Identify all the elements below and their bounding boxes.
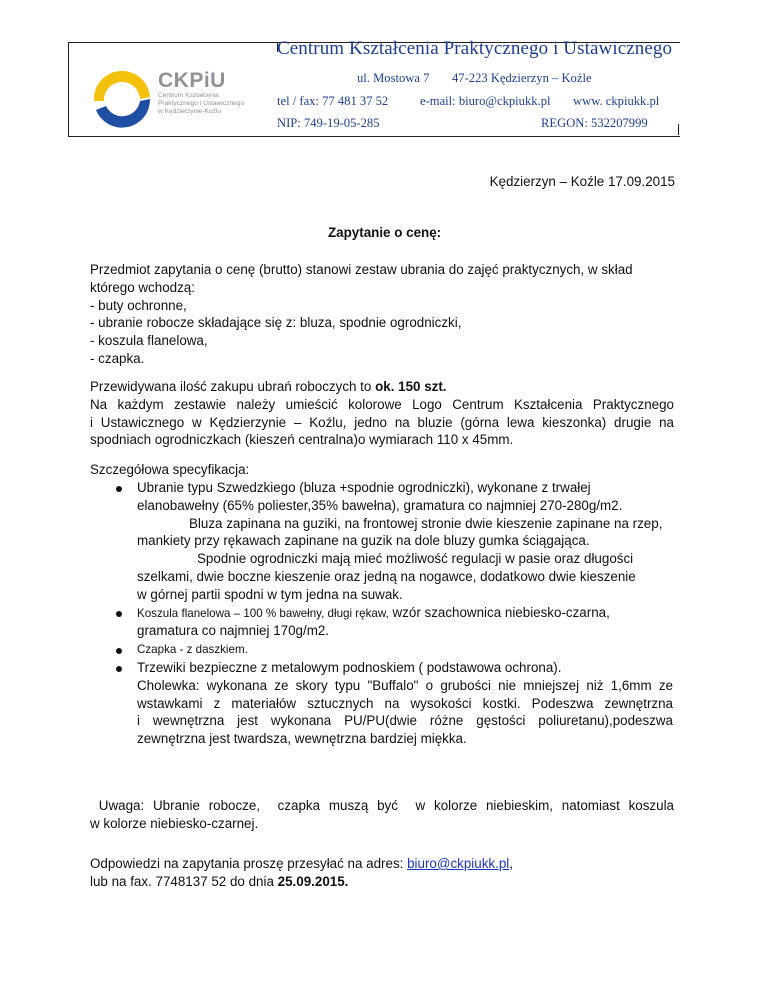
quantity-value: ok. 150 szt. (375, 379, 447, 394)
note-line: Uwaga: Ubranie robocze, czapka muszą być w kolorze niebieskim, natomiast koszula (90, 798, 674, 813)
spec-item-boots (137, 659, 673, 748)
ckpiu-logo-icon (90, 68, 154, 132)
logo-subtitle-2: Praktycznego i Ustawicznego (158, 100, 245, 107)
spec-line: Ubranie typu Szwedzkiego (bluza +spodnie ogrodniczki), wykonane z trwałej (137, 480, 591, 495)
shirt-text-small: Koszula flanelowa – 100 % bawełny, długi rękaw, (137, 607, 389, 620)
note-paragraph (90, 797, 674, 833)
reply-suffix: , (509, 856, 513, 871)
address-city: 47-223 Kędzierzyn – Koźle (452, 71, 592, 85)
regon-number: REGON: 532207999 (541, 116, 648, 130)
logo-info-line: i Ustawicznego w Kędzierzynie – Koźlu, jedno na bluzie (górna lewa kieszonka) drugie na (90, 414, 674, 430)
spec-line: w górnej partii spodni w tym jedna na suwak. (137, 586, 403, 602)
intro-list-item: - ubranie robocze składające się z: bluza, spodnie ogrodniczki, (90, 315, 462, 331)
logo-text-block (158, 70, 258, 116)
reply-line (90, 855, 674, 873)
bullet-icon (116, 611, 122, 617)
address-street: ul. Mostowa 7 (357, 71, 430, 85)
intro-list-item: - buty ochronne, (90, 297, 187, 313)
spec-line: gramatura co najmniej 170g/m2. (137, 622, 330, 638)
quantity-paragraph (90, 378, 674, 449)
letterhead-divider (678, 124, 679, 135)
reply-deadline: 25.09.2015. (277, 873, 349, 889)
spec-item-shirt (137, 604, 677, 640)
spec-line: Bluza zapinana na guziki, na frontowej stronie dwie kieszenie zapinane na rzep, (189, 515, 663, 531)
bullet-icon (116, 666, 122, 672)
reply-email-link[interactable]: biuro@ckpiukk.pl (407, 856, 510, 871)
spec-line: Spodnie ogrodniczki mają mieć możliwość regulacji w pasie oraz długości (197, 551, 634, 567)
spec-line: i wewnętrzna jest wykonana PU/PU(dwie różne gęstości poliuretanu),podeszwa (137, 713, 673, 729)
phone-fax: tel / fax: 77 481 37 52 (277, 94, 389, 108)
reply-prefix: Odpowiedzi na zapytania proszę przesyłać na adres: (90, 856, 408, 871)
logo-name: CKPiU (158, 69, 226, 92)
intro-line: Przedmiot zapytania o cenę (brutto) stanowi zestaw ubrania do zajęć praktycznych, w skład (90, 262, 633, 277)
spec-heading: Szczegółowa specyfikacja: (90, 462, 250, 477)
intro-list-item: - koszula flanelowa, (90, 333, 208, 349)
intro-line: którego wchodzą: (90, 279, 195, 295)
intro-paragraph (90, 261, 674, 368)
quantity-line (90, 378, 674, 396)
spec-line: zewnętrzna jest twardsza, wewnętrzna bardziej miękka. (137, 731, 467, 747)
logo-info-line: Na każdym zestawie należy umieścić kolorowe Logo Centrum Kształcenia Praktycznego (90, 396, 674, 412)
quantity-prefix: Przewidywana ilość zakupu ubrań roboczych to (90, 379, 376, 394)
spec-line: szelkami, dwie boczne kieszenie oraz jedną na nogawce, dodatkowo dwie kieszenie (137, 568, 636, 584)
institution-name: Centrum Kształcenia Praktycznego i Ustawicznego (277, 38, 673, 59)
header-website: www. ckpiukk.pl (573, 94, 660, 108)
logo-subtitle-1: Centrum Kształcenia (158, 92, 219, 99)
shirt-text-rest: wzór szachownica niebiesko-czarna, (388, 605, 610, 620)
spec-line: mankiety przy rękawach zapinane na guzik na dole bluzy gumka ściągająca. (137, 533, 590, 549)
spec-line: Cholewka: wykonana ze skory typu "Buffalo" o grubości nie mniejszej niż 1,6mm ze (137, 677, 673, 693)
spec-line: elanobawełny (65% poliester,35% bawełna), gramatura co najmniej 270-280g/m2. (137, 497, 623, 513)
logo-subtitle-3: w Kędzierzynie-Koźlu (158, 108, 222, 115)
nip-number: NIP: 749-19-05-285 (277, 116, 380, 130)
header-email: e-mail: biuro@ckpiukk.pl (420, 94, 551, 108)
logo-info-line: spodniach ogrodniczkach (kieszeń centralna)o wymiarach 110 x 45mm. (90, 432, 514, 448)
spec-item-workwear (137, 479, 677, 604)
spec-line: Trzewiki bezpieczne z metalowym podnoskiem ( podstawowa ochrona). (137, 660, 562, 675)
reply-paragraph (90, 855, 674, 891)
spec-line: wstawkami z materiałów sztucznych na wysokości kostki. Podeszwa zewnętrzna (137, 695, 673, 711)
reply-line-2 (90, 873, 674, 891)
intro-list-item: - czapka. (90, 350, 145, 366)
bullet-icon (116, 648, 122, 654)
document-title: Zapytanie o cenę: (328, 225, 442, 240)
note-line: w kolorze niebiesko-czarnej. (90, 815, 259, 831)
bullet-icon (116, 486, 122, 492)
reply-fax-prefix: lub na fax. 7748137 52 do dnia (90, 873, 278, 889)
spec-line (137, 604, 677, 622)
document-date: Kędzierzyn – Koźle 17.09.2015 (489, 174, 675, 189)
spec-item-cap: Czapka - z daszkiem. (137, 643, 248, 656)
